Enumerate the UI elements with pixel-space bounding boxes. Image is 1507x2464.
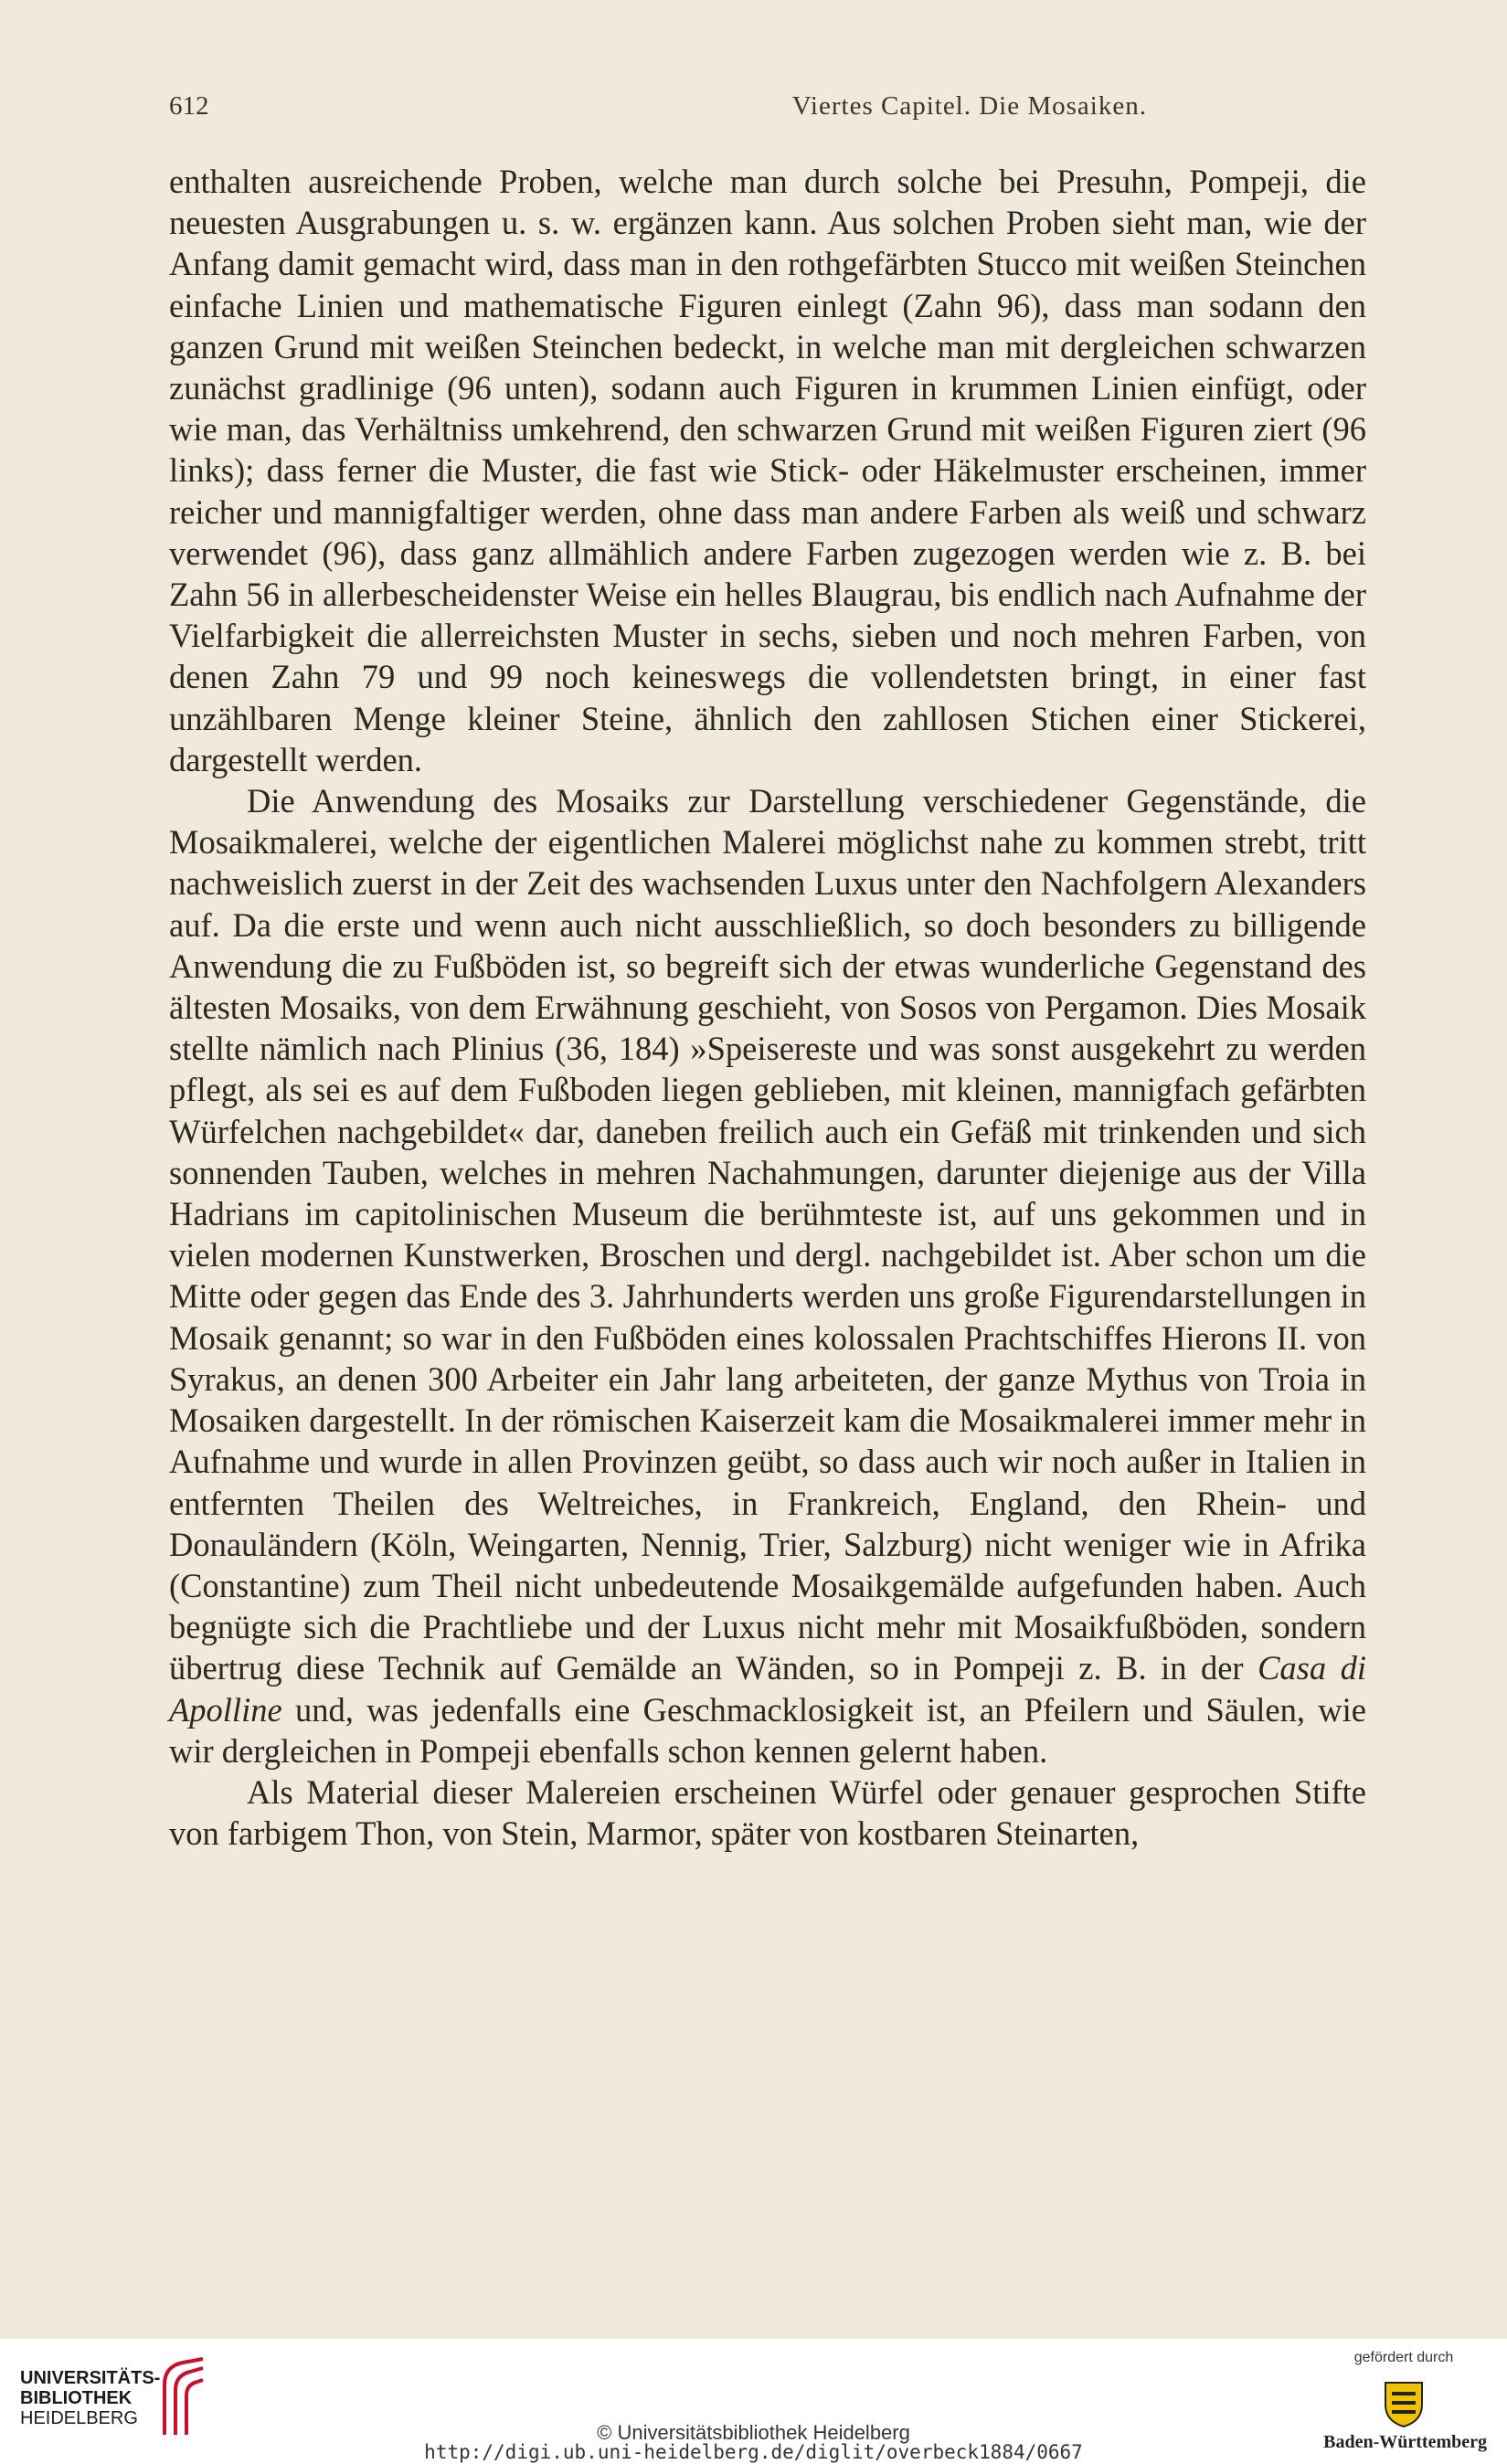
library-line-2: BIBLIOTHEK xyxy=(20,2388,133,2408)
paragraph-2-italic: Casa di Apolline xyxy=(169,1649,1367,1729)
library-line-1: UNIVERSITÄTS- xyxy=(20,2368,161,2388)
coat-of-arms-icon xyxy=(1381,2377,1427,2428)
library-name xyxy=(20,2368,160,2428)
page-number: 612 xyxy=(169,91,209,121)
funder-name: Baden-Württemberg xyxy=(1323,2432,1487,2452)
funded-by-label: gefördert durch xyxy=(1353,2350,1454,2365)
paragraph-2-text: Die Anwendung des Mosaiks zur Darstellung verschiedener Gegenstände, die Mosaikmalerei, welche der eigentlichen Malerei möglichst nahe zu kommen strebt, tritt nachweislich zuerst in der Zeit des wachsenden Luxus unter den Nachfolgern Alexanders auf. Da die erste und wenn auch nicht ausschließlich, so doch besonders zu billigende Anwendung die zu Fußböden ist, so begreift sich der etwas wunderliche Gegenstand des ältesten Mosaiks, von dem Erwähnung geschieht, von Sosos von Pergamon. Dies Mosaik stellte nämlich nach Plinius (36, 184) »Speisereste und was sonst ausgekehrt zu werden pflegt, als sei es auf dem Fußboden liegen geblieben, mit kleinen, mannigfach gefärbten Würfelchen nachgebildet« dar, daneben freilich auch ein Gefäß mit trinkenden und sich sonnenden Tauben, welches in mehren Nachahmungen, darunter diejenige aus der Villa Hadrians im capitolinischen Museum die berühmteste ist, auf uns gekommen und in vielen modernen Kunstwerken, Broschen und dergl. nachgebildet ist. Aber schon um die Mitte oder gegen das Ende des 3. Jahrhunderts werden uns große Figurendarstellungen in Mosaik genannt; so war in den Fußböden eines kolossalen Prachtschiffes Hierons II. von Syrakus, an denen 300 Arbeiter ein Jahr lang arbeiteten, der ganze Mythus von Troia in Mosaiken dargestellt. In der römischen Kaiserzeit kam die Mosaikmalerei immer mehr in Aufnahme und wurde in allen Provinzen geübt, so dass auch wir noch außer in Italien in entfernten Theilen des Weltreiches, in Frankreich, England, den Rhein- und Donauländern (Köln, Weingarten, Nennig, Trier, Salzburg) nicht weniger wie in Afrika (Constantine) zum Theil nicht unbedeutende Mosaikgemälde aufgefunden haben. Auch begnügte sich die Prachtliebe und der Luxus nicht mehr mit Mosaikfußböden, sondern übertrug diese Technik auf Gemälde an Wänden, so in Pompeji z. B. in der xyxy=(169,782,1366,1687)
source-url[interactable]: http://digi.ub.uni-heidelberg.de/diglit/overbeck1884/0667 xyxy=(424,2441,1083,2463)
paragraph-2-end: und, was jedenfalls eine Geschmacklosigkeit ist, an Pfeilern und Säulen, wie wir dergleichen in Pompeji ebenfalls schon kennen gelernt haben. xyxy=(169,1690,1367,1770)
copyright-notice: © Universitätsbibliothek Heidelberg xyxy=(597,2421,910,2444)
footer-bar xyxy=(0,2339,1507,2464)
library-line-3: HEIDELBERG xyxy=(20,2408,138,2428)
paragraph-1: enthalten ausreichende Proben, welche man durch solche bei Presuhn, Pompeji, die neuesten Ausgrabungen u. s. w. ergänzen kann. Aus solchen Proben sieht man, wie der Anfang damit gemacht wird, dass man in den rothgefärbten Stucco mit weißen Steinchen einfache Linien und mathematische Figuren einlegt (Zahn 96), dass man sodann den ganzen Grund mit weißen Steinchen bedeckt, in welche man mit dergleichen schwarzen zunächst gradlinige (96 unten), sodann auch Figuren in krummen Linien einfügt, oder wie man, das Verhältniss umkehrend, den schwarzen Grund mit weißen Figuren ziert (96 links); dass ferner die Muster, die fast wie Stick- oder Häkelmuster erscheinen, immer reicher und mannigfaltiger werden, ohne dass man andere Farben als weiß und schwarz verwendet (96), dass ganz allmählich andere Farben zugezogen werden wie z. B. bei Zahn 56 in allerbescheidenster Weise ein helles Blaugrau, bis endlich nach Aufnahme der Vielfarbigkeit die allerreichsten Muster in sechs, sieben und noch mehren Farben, von denen Zahn 79 und 99 noch keineswegs die vollendetsten bringt, in einer fast unzählbaren Menge kleiner Steine, ähnlich den zahllosen Stichen einer Stickerei, dargestellt werden. xyxy=(169,163,1366,778)
running-header xyxy=(169,91,1353,137)
body-text xyxy=(169,161,1366,1854)
paragraph-2 xyxy=(169,780,1366,1771)
running-title: Viertes Capitel. Die Mosaiken. xyxy=(791,91,1147,121)
paragraph-3: Als Material dieser Malereien erscheinen Würfel oder genauer gesprochen Stifte von farbigem Thon, von Stein, Marmor, später von kostbaren Steinarten, xyxy=(169,1772,1366,1853)
